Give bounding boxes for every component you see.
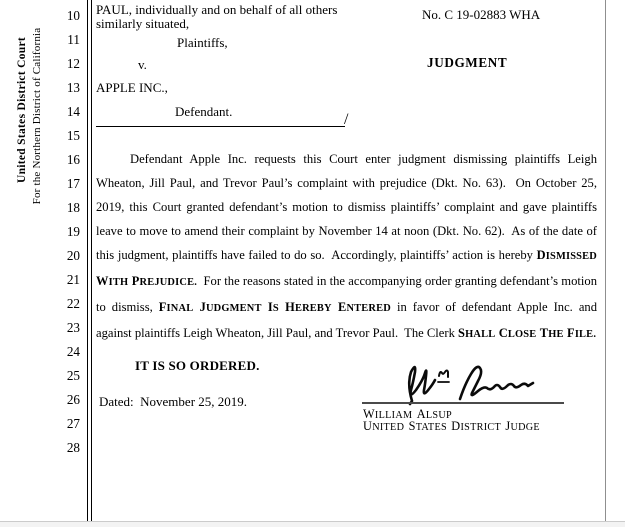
court-name-vertical: United States District Court	[16, 36, 28, 184]
pleading-line-number: 27	[66, 416, 80, 431]
caption-versus: v.	[138, 57, 147, 72]
bold-smallcaps-phrase: SHALL CLOSE THE FILE.	[458, 326, 597, 340]
document-title: JUDGMENT	[427, 55, 508, 70]
caption-underline	[96, 126, 345, 127]
pleading-line-number: 12	[66, 56, 80, 71]
bold-smallcaps-phrase: DISMISSED WITH PREJUDICE.	[96, 248, 597, 288]
pleading-line-number: 16	[66, 152, 80, 167]
signature-rule	[362, 402, 564, 404]
dated-line: Dated: November 25, 2019.	[99, 394, 248, 409]
right-margin-rule	[605, 0, 606, 521]
pleading-line-number: 11	[67, 32, 80, 47]
caption-defendant-label: Defendant.	[175, 104, 233, 119]
pleading-line-number: 18	[66, 200, 80, 215]
caption-plaintiff-line2: similarly situated,	[96, 16, 190, 31]
pleading-line-number: 23	[66, 320, 80, 335]
judge-signature-image	[398, 360, 543, 408]
pleading-line-number: 24	[66, 344, 80, 359]
court-district-vertical: For the Northern District of California	[31, 27, 43, 205]
pleading-line-number: 28	[66, 440, 80, 455]
judgment-body-paragraph: Defendant Apple Inc. requests this Court enter judgment dismissing plaintiffs Leigh Wheaton, Jill Paul, and Trevor Paul’s complaint with prejudice (Dkt. No. 63). On October 25, 2019, this Court granted defendant’s motion to dismiss plaintiffs’ complaint and gave plaintiffs leave to move to amend their complaint by November 14 at noon (Dkt. No. 62). As of the date of this judgment, plaintiffs have failed to do so. Accordingly, plaintiffs’ action is hereby DISMISSED WITH PREJUDICE. For the reasons stated in the accompanying order granting defendant’s motion to dismiss, FINAL JUDGMENT IS HEREBY ENTERED in favor of defendant Apple Inc. and against plaintiffs Leigh Wheaton, Jill Paul, and Trevor Paul. The Clerk SHALL CLOSE THE FILE.	[96, 152, 598, 340]
pleading-line-number: 22	[66, 296, 80, 311]
judge-name: WILLIAM ALSUP	[363, 407, 452, 421]
case-number: No. C 19-02883 WHA	[422, 7, 541, 22]
caption-plaintiffs-label: Plaintiffs,	[177, 35, 228, 50]
pleading-line-number: 26	[66, 392, 80, 407]
pleading-double-rule	[87, 0, 92, 521]
pleading-line-number: 15	[66, 128, 80, 143]
caption-defendant-name: APPLE INC.,	[96, 80, 168, 95]
viewer-background-strip	[0, 522, 625, 527]
pleading-line-number: 17	[66, 176, 80, 191]
caption-slash: /	[344, 111, 349, 128]
pleading-line-number: 21	[66, 272, 80, 287]
judge-title: UNITED STATES DISTRICT JUDGE	[363, 419, 540, 433]
caption-plaintiff-line1: PAUL, individually and on behalf of all others	[96, 2, 338, 17]
bold-smallcaps-phrase: FINAL JUDGMENT IS HEREBY ENTERED	[158, 300, 391, 314]
pleading-line-number: 10	[66, 8, 80, 23]
pleading-line-number: 20	[66, 248, 80, 263]
pleading-line-number: 19	[66, 224, 80, 239]
so-ordered-line: IT IS SO ORDERED.	[135, 358, 260, 373]
pleading-line-number: 25	[66, 368, 80, 383]
pleading-line-number: 13	[66, 80, 80, 95]
pleading-line-number: 14	[66, 104, 80, 119]
